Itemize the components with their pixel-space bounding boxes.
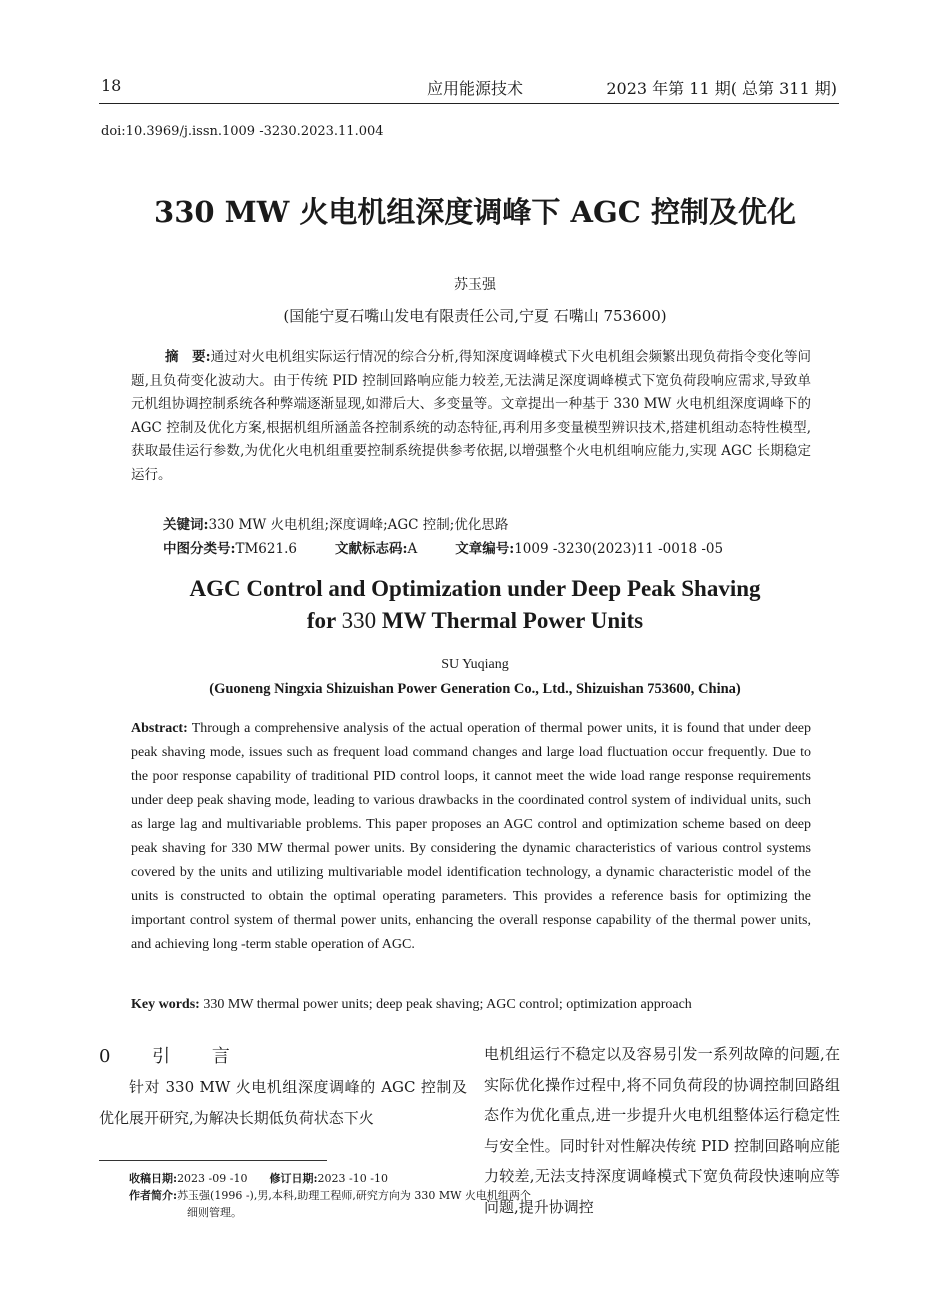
classification-line (163, 537, 823, 557)
doi: doi:10.3969/j.issn.1009 -3230.2023.11.004 (101, 124, 384, 139)
keywords-en-label: Key words: (131, 997, 200, 1012)
page-number: 18 (101, 76, 122, 95)
title-en-prefix: for (306, 608, 336, 633)
received-date: 2023 -09 -10 (177, 1172, 248, 1185)
author-en: SU Yuqiang (441, 657, 509, 672)
keywords-en-text: 330 MW thermal power units; deep peak shaving; AGC control; optimization approach (203, 997, 692, 1012)
title-en-rest: MW Thermal Power Units (381, 608, 644, 633)
affiliation-cn: (国能宁夏石嘴山发电有限责任公司,宁夏 石嘴山 753600) (283, 307, 667, 325)
doc-code-value: A (407, 541, 418, 557)
title-en-line2 (0, 605, 950, 637)
abstract-cn-text: 通过对火电机组实际运行情况的综合分析,得知深度调峰模式下火电机组会频繁出现负荷指令变化等问题,且负荷变化波动大。由于传统 PID 控制回路响应能力较差,无法满足深度调峰模式下宽负荷段响应需求,导致单元机组协调控制系统各种弊端逐渐显现,如滞后大、多变量等。文章提出一种基于 330 MW 火电机组深度调峰下的 AGC 控制及优化方案,根据机组所涵盖各控制系统的动态特征,再利用多变量模型辨识技术,搭建机组动态特性模型,获取最佳运行参数,为优化火电机组重要控制系统提供参考依据,以增强整个火电机组响应能力,实现 AGC 长期稳定运行。 (131, 349, 811, 483)
keywords-cn-label: 关键词: (163, 517, 209, 533)
author-cn: 苏玉强 (454, 277, 496, 293)
section-heading: 0 引 言 (99, 1046, 248, 1067)
title-en (0, 573, 950, 637)
abstract-en-label: Abstract: (131, 721, 188, 736)
intro-right-column: 电机组运行不稳定以及容易引发一系列故障的问题,在实际优化操作过程中,将不同负荷段的协调控制回路组态作为优化重点,进一步提升火电机组整体运行稳定性与安全性。同时针对性解决传统 PID 控制回路响应能力较差,无法支持深度调峰模式下宽负荷段快速响应等问题,提升协调控 (484, 1045, 840, 1216)
header-rule (99, 103, 839, 104)
keywords-cn-text: 330 MW 火电机组;深度调峰;AGC 控制;优化思路 (208, 517, 509, 533)
abstract-cn-label: 摘 要: (165, 349, 211, 365)
received-label: 收稿日期: (129, 1172, 178, 1185)
title-en-number: 330 (341, 608, 377, 633)
bio-text: 苏玉强(1996 -),男,本科,助理工程师,研究方向为 330 MW 火电机组两个细则管理。 (177, 1189, 531, 1219)
revised-date: 2023 -10 -10 (317, 1172, 388, 1185)
intro-left-column: 针对 330 MW 火电机组深度调峰的 AGC 控制及优化展开研究,为解决长期低负荷状态下火 (99, 1078, 467, 1127)
title-en-line1: AGC Control and Optimization under Deep Peak Shaving (189, 576, 761, 601)
article-no-label: 文章编号: (455, 541, 515, 557)
affiliation-en: (Guoneng Ningxia Shizuishan Power Generation Co., Ltd., Shizuishan 753600, China) (209, 681, 741, 697)
abstract-en (131, 717, 811, 957)
journal-name: 应用能源技术 (426, 79, 523, 98)
footnote-rule (99, 1160, 327, 1161)
footnote-bio (129, 1187, 532, 1221)
title-cn: 330 MW 火电机组深度调峰下 AGC 控制及优化 (154, 195, 796, 229)
doc-code-label: 文献标志码: (334, 541, 408, 557)
clc-value: TM621.6 (235, 541, 297, 557)
bio-label: 作者简介: (129, 1189, 178, 1202)
revised-label: 修订日期: (269, 1172, 318, 1185)
clc-label: 中图分类号: (163, 541, 236, 557)
keywords-cn (163, 513, 823, 533)
article-no-value: 1009 -3230(2023)11 -0018 -05 (514, 541, 724, 557)
issue-info: 2023 年第 11 期( 总第 311 期) (606, 79, 837, 98)
abstract-cn (131, 346, 811, 487)
keywords-en (131, 997, 821, 1013)
abstract-en-text: Through a comprehensive analysis of the actual operation of thermal power units, it is found that under deep peak shaving mode, issues such as frequent load command changes and large load fluctuation occur frequently. Due to the poor response capability of traditional PID control loops, it cannot meet the wide load range response requirements under deep peak shaving mode, leading to various drawbacks in the coordinated control system of individual units, such as large lag and multivariable problems. This paper proposes an AGC control and optimization scheme based on deep peak shaving for 330 MW thermal power units. By considering the dynamic characteristics of various control systems covered by the units and utilizing multivariable model identification technology, a dynamic characteristic model of the units is constructed to obtain the optimal operating parameters. This provides a reference basis for optimizing the important control system of thermal power units, enhancing the overall response capability of the thermal power units, and achieving long -term stable operation of AGC. (131, 721, 812, 952)
footnote-dates (129, 1170, 474, 1187)
